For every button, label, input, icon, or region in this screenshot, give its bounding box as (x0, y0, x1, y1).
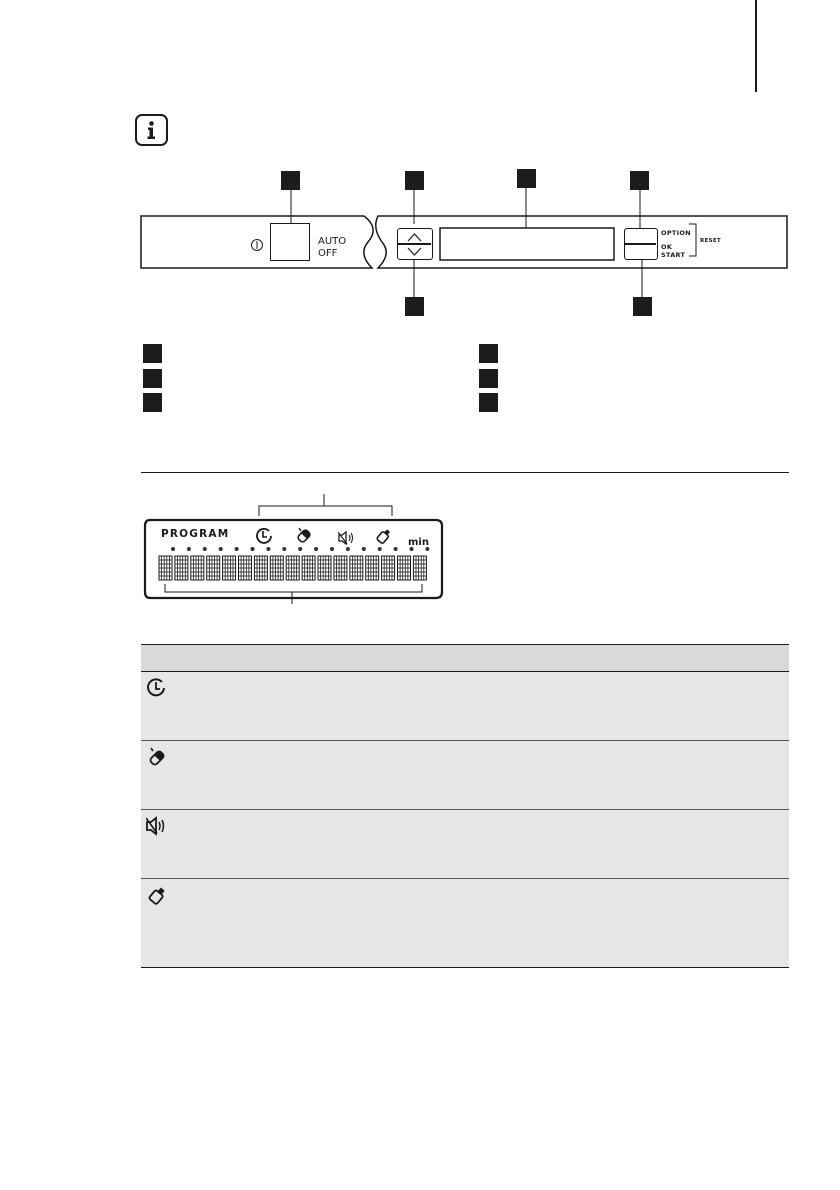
lcd-character-cell (366, 556, 379, 580)
sound-off-icon (146, 816, 168, 836)
lcd-dot (394, 547, 398, 551)
lcd-rinse-aid-icon (294, 526, 314, 546)
power-icon (250, 237, 264, 251)
lcd-character-cell (334, 556, 347, 580)
lcd-display-diagram (140, 490, 460, 610)
legend-box-3 (143, 393, 162, 412)
lcd-sound-off-icon (338, 530, 356, 544)
lcd-salt-icon (375, 527, 393, 545)
lcd-dot-row (171, 547, 429, 551)
lcd-segment-row (159, 556, 426, 580)
lcd-dot (298, 547, 302, 551)
lcd-character-cell (302, 556, 315, 580)
symbol-table-header (141, 644, 789, 672)
legend-box-1 (143, 344, 162, 363)
down-button[interactable] (398, 244, 431, 258)
lcd-character-cell (207, 556, 220, 580)
lcd-character-cell (398, 556, 411, 580)
lcd-dot (266, 547, 270, 551)
lcd-dot (171, 547, 175, 551)
lcd-min-label: min (408, 537, 429, 548)
legend-box-5 (479, 369, 498, 388)
lcd-dot (282, 547, 286, 551)
lcd-dot (251, 547, 255, 551)
off-label: OFF (318, 248, 338, 259)
reset-label: RESET (700, 238, 721, 244)
section-divider (141, 472, 789, 473)
lcd-character-cell (254, 556, 267, 580)
up-button[interactable] (398, 229, 431, 243)
page-edge-line (755, 0, 757, 92)
up-arrow-icon (398, 230, 431, 244)
option-ok-buttons (624, 228, 658, 260)
table-row (141, 810, 789, 879)
lcd-dot (362, 547, 366, 551)
down-arrow-icon (398, 245, 431, 259)
table-row (141, 741, 789, 810)
lcd-dot (235, 547, 239, 551)
ok-start-button[interactable] (625, 244, 656, 258)
lcd-character-cell (318, 556, 331, 580)
ok-label: OK (661, 243, 673, 251)
auto-off-label (318, 236, 346, 260)
lcd-character-cell (413, 556, 426, 580)
table-row (141, 879, 789, 968)
lcd-time-icon (255, 527, 273, 545)
auto-label: AUTO (318, 236, 347, 247)
lcd-character-cell (223, 556, 236, 580)
lcd-program-label: PROGRAM (161, 528, 230, 540)
lcd-character-cell (175, 556, 188, 580)
time-icon (146, 678, 168, 698)
on-off-button[interactable] (270, 223, 310, 261)
legend-box-6 (479, 393, 498, 412)
option-button[interactable] (625, 229, 656, 243)
lcd-dot (346, 547, 350, 551)
lcd-character-cell (270, 556, 283, 580)
legend-box-4 (479, 344, 498, 363)
info-icon (135, 114, 168, 146)
lcd-character-cell (382, 556, 395, 580)
legend-box-2 (143, 369, 162, 388)
lcd-dot (219, 547, 223, 551)
start-label: START (661, 251, 686, 259)
lcd-character-cell (191, 556, 204, 580)
lcd-dot (330, 547, 334, 551)
lcd-character-cell (159, 556, 172, 580)
rinse-aid-icon (146, 747, 168, 767)
lcd-dot (378, 547, 382, 551)
up-down-buttons (397, 228, 433, 260)
lcd-character-cell (286, 556, 299, 580)
option-label: OPTION (661, 229, 691, 237)
lcd-dot (203, 547, 207, 551)
lcd-dot (187, 547, 191, 551)
lcd-character-cell (350, 556, 363, 580)
lcd-dot (314, 547, 318, 551)
table-row (141, 672, 789, 741)
salt-icon (146, 885, 168, 905)
lcd-character-cell (239, 556, 252, 580)
